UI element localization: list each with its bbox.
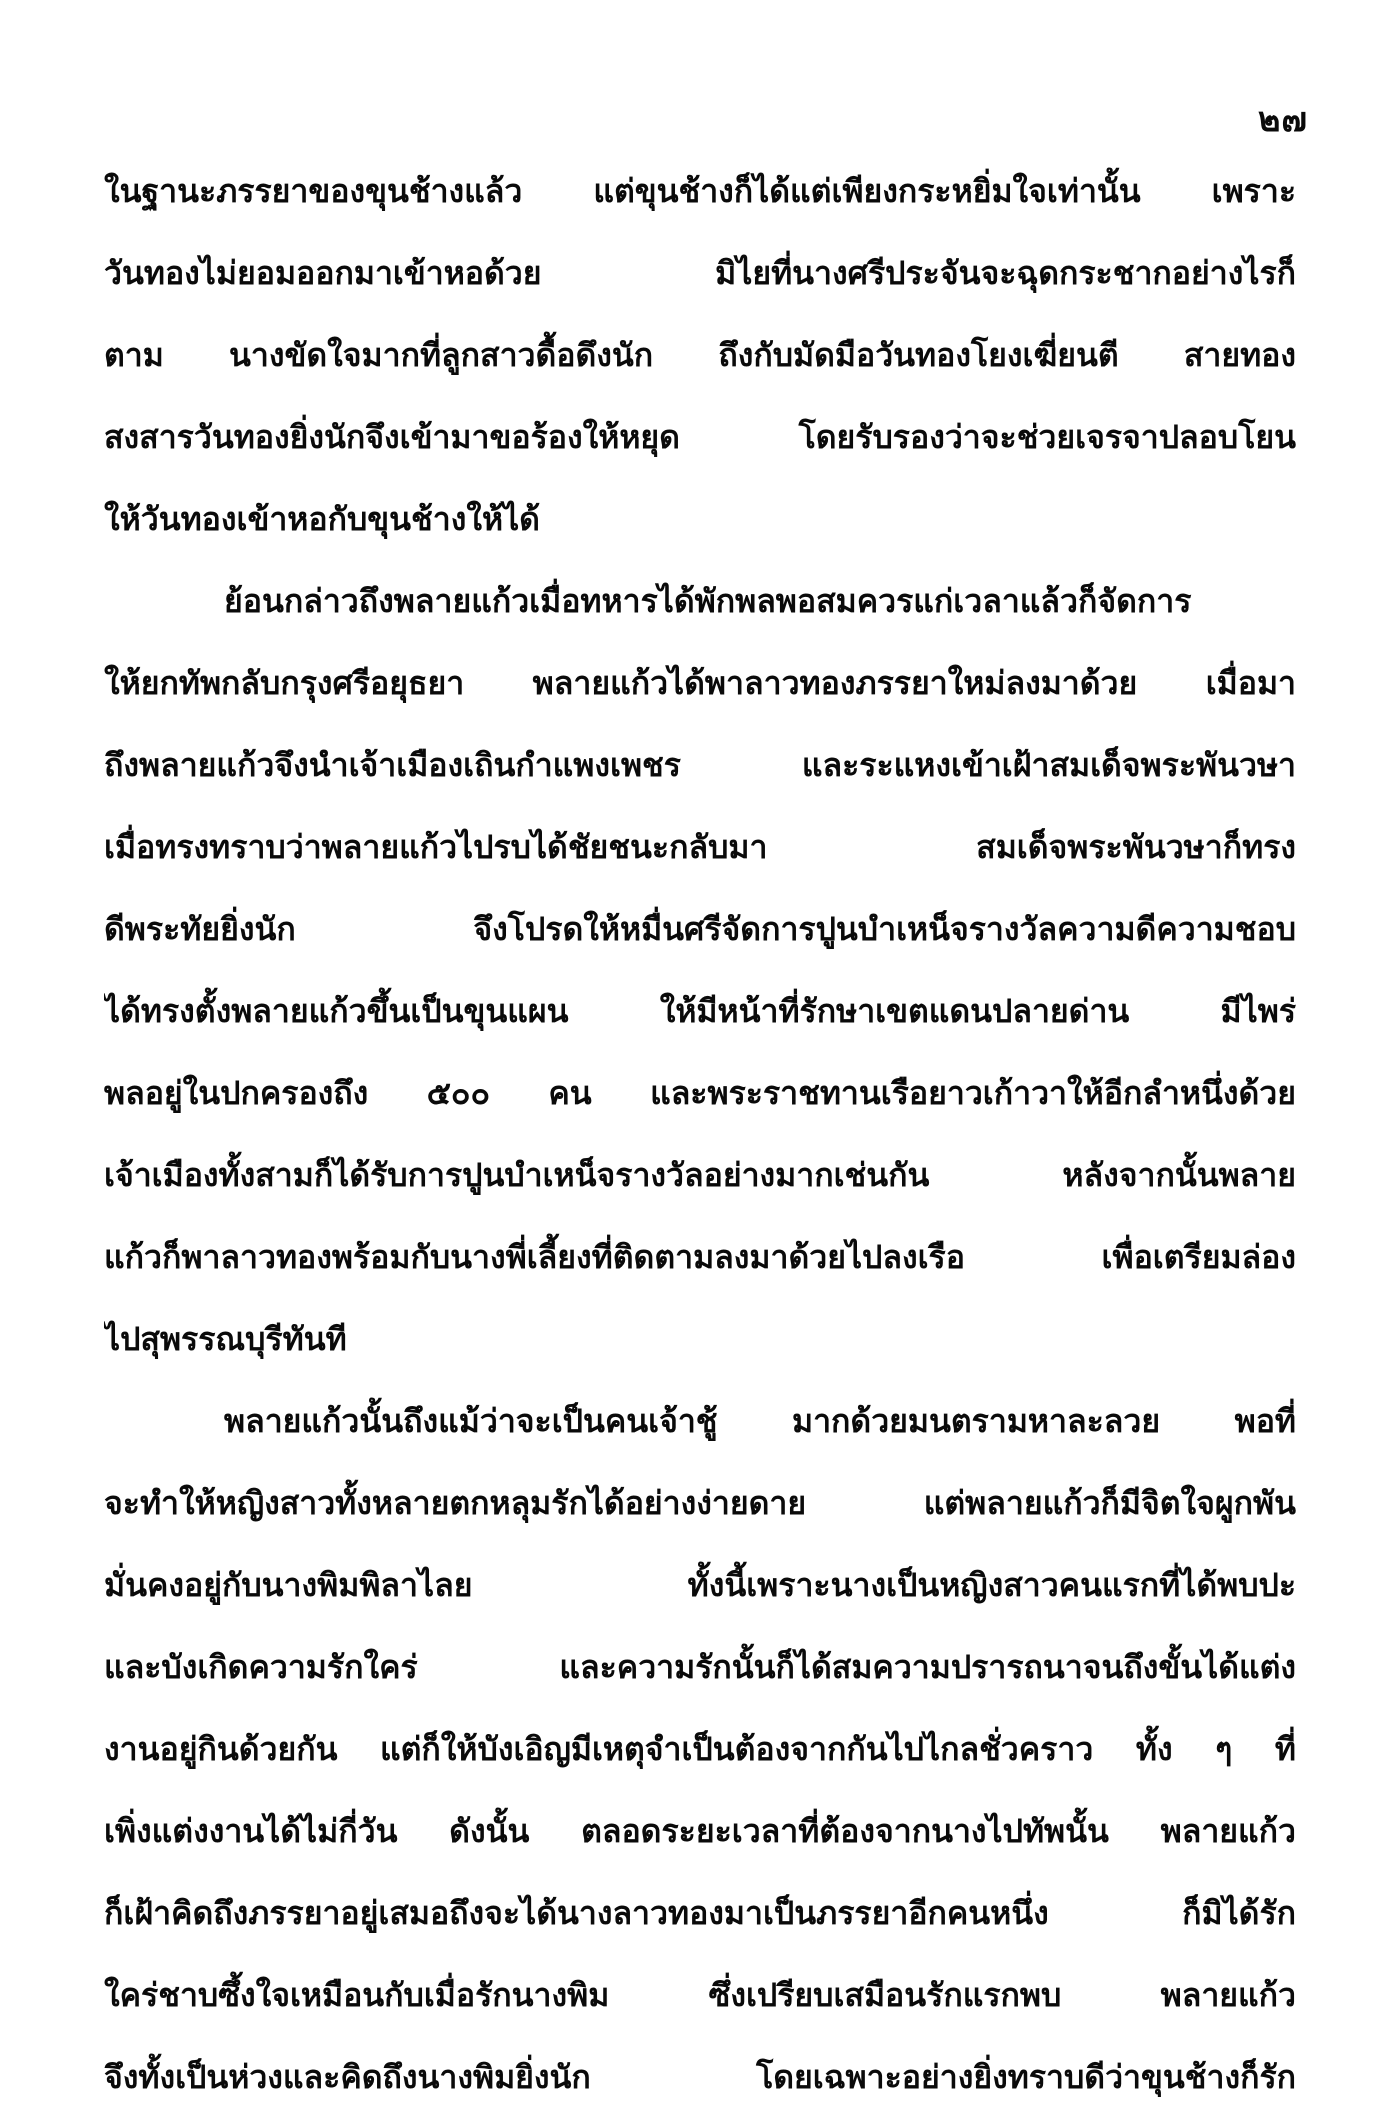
page-number: ๒๗ bbox=[1258, 100, 1308, 140]
text-line: พลอยู่ในปกครองถึง ๕๐๐ คน และพระราชทานเรือยาวเก้าวาให้อีกลำหนึ่งด้วย bbox=[104, 1074, 1296, 1112]
text-line: ไปสุพรรณบุรีทันที bbox=[104, 1320, 347, 1358]
text-line: ดีพระทัยยิ่งนัก จึงโปรดให้หมื่นศรีจัดการปูนบำเหน็จรางวัลความดีความชอบ bbox=[104, 910, 1296, 948]
text-line: จึงทั้งเป็นห่วงและคิดถึงนางพิมยิ่งนัก โดยเฉพาะอย่างยิ่งทราบดีว่าขุนช้างก็รัก bbox=[104, 2058, 1296, 2096]
text-line: ตาม นางขัดใจมากที่ลูกสาวดื้อดึงนัก ถึงกับมัดมือวันทองโยงเฆี่ยนตี สายทอง bbox=[104, 336, 1296, 374]
text-line: วันทองไม่ยอมออกมาเข้าหอด้วย มิไยที่นางศรีประจันจะฉุดกระชากอย่างไรก็ bbox=[104, 254, 1296, 292]
text-line: ย้อนกล่าวถึงพลายแก้วเมื่อทหารได้พักพลพอสมควรแก่เวลาแล้วก็จัดการ bbox=[224, 582, 1192, 620]
text-line: ให้ยกทัพกลับกรุงศรีอยุธยา พลายแก้วได้พาลาวทองภรรยาใหม่ลงมาด้วย เมื่อมา bbox=[104, 664, 1296, 702]
text-line: เมื่อทรงทราบว่าพลายแก้วไปรบได้ชัยชนะกลับมา สมเด็จพระพันวษาก็ทรง bbox=[104, 828, 1296, 866]
text-line: และบังเกิดความรักใคร่ และความรักนั้นก็ได้สมความปรารถนาจนถึงขั้นได้แต่ง bbox=[104, 1648, 1296, 1686]
text-line: ในฐานะภรรยาของขุนช้างแล้ว แต่ขุนช้างก็ได้แต่เพียงกระหยิ่มใจเท่านั้น เพราะ bbox=[104, 172, 1296, 210]
text-line: ถึงพลายแก้วจึงนำเจ้าเมืองเถินกำแพงเพชร และระแหงเข้าเฝ้าสมเด็จพระพันวษา bbox=[104, 746, 1296, 784]
paragraph-3 bbox=[104, 1380, 1296, 2118]
text-line: จะทำให้หญิงสาวทั้งหลายตกหลุมรักได้อย่างง่ายดาย แต่พลายแก้วก็มีจิตใจผูกพัน bbox=[104, 1484, 1296, 1522]
text-line: งานอยู่กินด้วยกัน แต่ก็ให้บังเอิญมีเหตุจำเป็นต้องจากกันไปไกลชั่วคราว ทั้ง ๆ ที่ bbox=[104, 1730, 1296, 1768]
paragraph-2 bbox=[104, 560, 1296, 1380]
body-text bbox=[104, 150, 1296, 2118]
paragraph-1 bbox=[104, 150, 1296, 560]
text-line: พลายแก้วนั้นถึงแม้ว่าจะเป็นคนเจ้าชู้ มากด้วยมนตรามหาละลวย พอที่ bbox=[224, 1402, 1296, 1440]
text-line: สงสารวันทองยิ่งนักจึงเข้ามาขอร้องให้หยุด โดยรับรองว่าจะช่วยเจรจาปลอบโยน bbox=[104, 418, 1296, 456]
text-line: เพิ่งแต่งงานได้ไม่กี่วัน ดังนั้น ตลอดระยะเวลาที่ต้องจากนางไปทัพนั้น พลายแก้ว bbox=[104, 1812, 1296, 1850]
text-line: ได้ทรงตั้งพลายแก้วขึ้นเป็นขุนแผน ให้มีหน้าที่รักษาเขตแดนปลายด่าน มีไพร่ bbox=[104, 992, 1296, 1030]
text-line: ใคร่ชาบซึ้งใจเหมือนกับเมื่อรักนางพิม ซึ่งเปรียบเสมือนรักแรกพบ พลายแก้ว bbox=[104, 1976, 1296, 2014]
text-line: ให้วันทองเข้าหอกับขุนช้างให้ได้ bbox=[104, 500, 540, 538]
text-line: ก็เฝ้าคิดถึงภรรยาอยู่เสมอถึงจะได้นางลาวทองมาเป็นภรรยาอีกคนหนึ่ง ก็มิได้รัก bbox=[104, 1894, 1296, 1932]
text-line: แก้วก็พาลาวทองพร้อมกับนางพี่เลี้ยงที่ติดตามลงมาด้วยไปลงเรือ เพื่อเตรียมล่อง bbox=[104, 1238, 1296, 1276]
text-line: มั่นคงอยู่กับนางพิมพิลาไลย ทั้งนี้เพราะนางเป็นหญิงสาวคนแรกที่ได้พบปะ bbox=[104, 1566, 1296, 1604]
text-line: เจ้าเมืองทั้งสามก็ได้รับการปูนบำเหน็จรางวัลอย่างมากเช่นกัน หลังจากนั้นพลาย bbox=[104, 1156, 1296, 1194]
